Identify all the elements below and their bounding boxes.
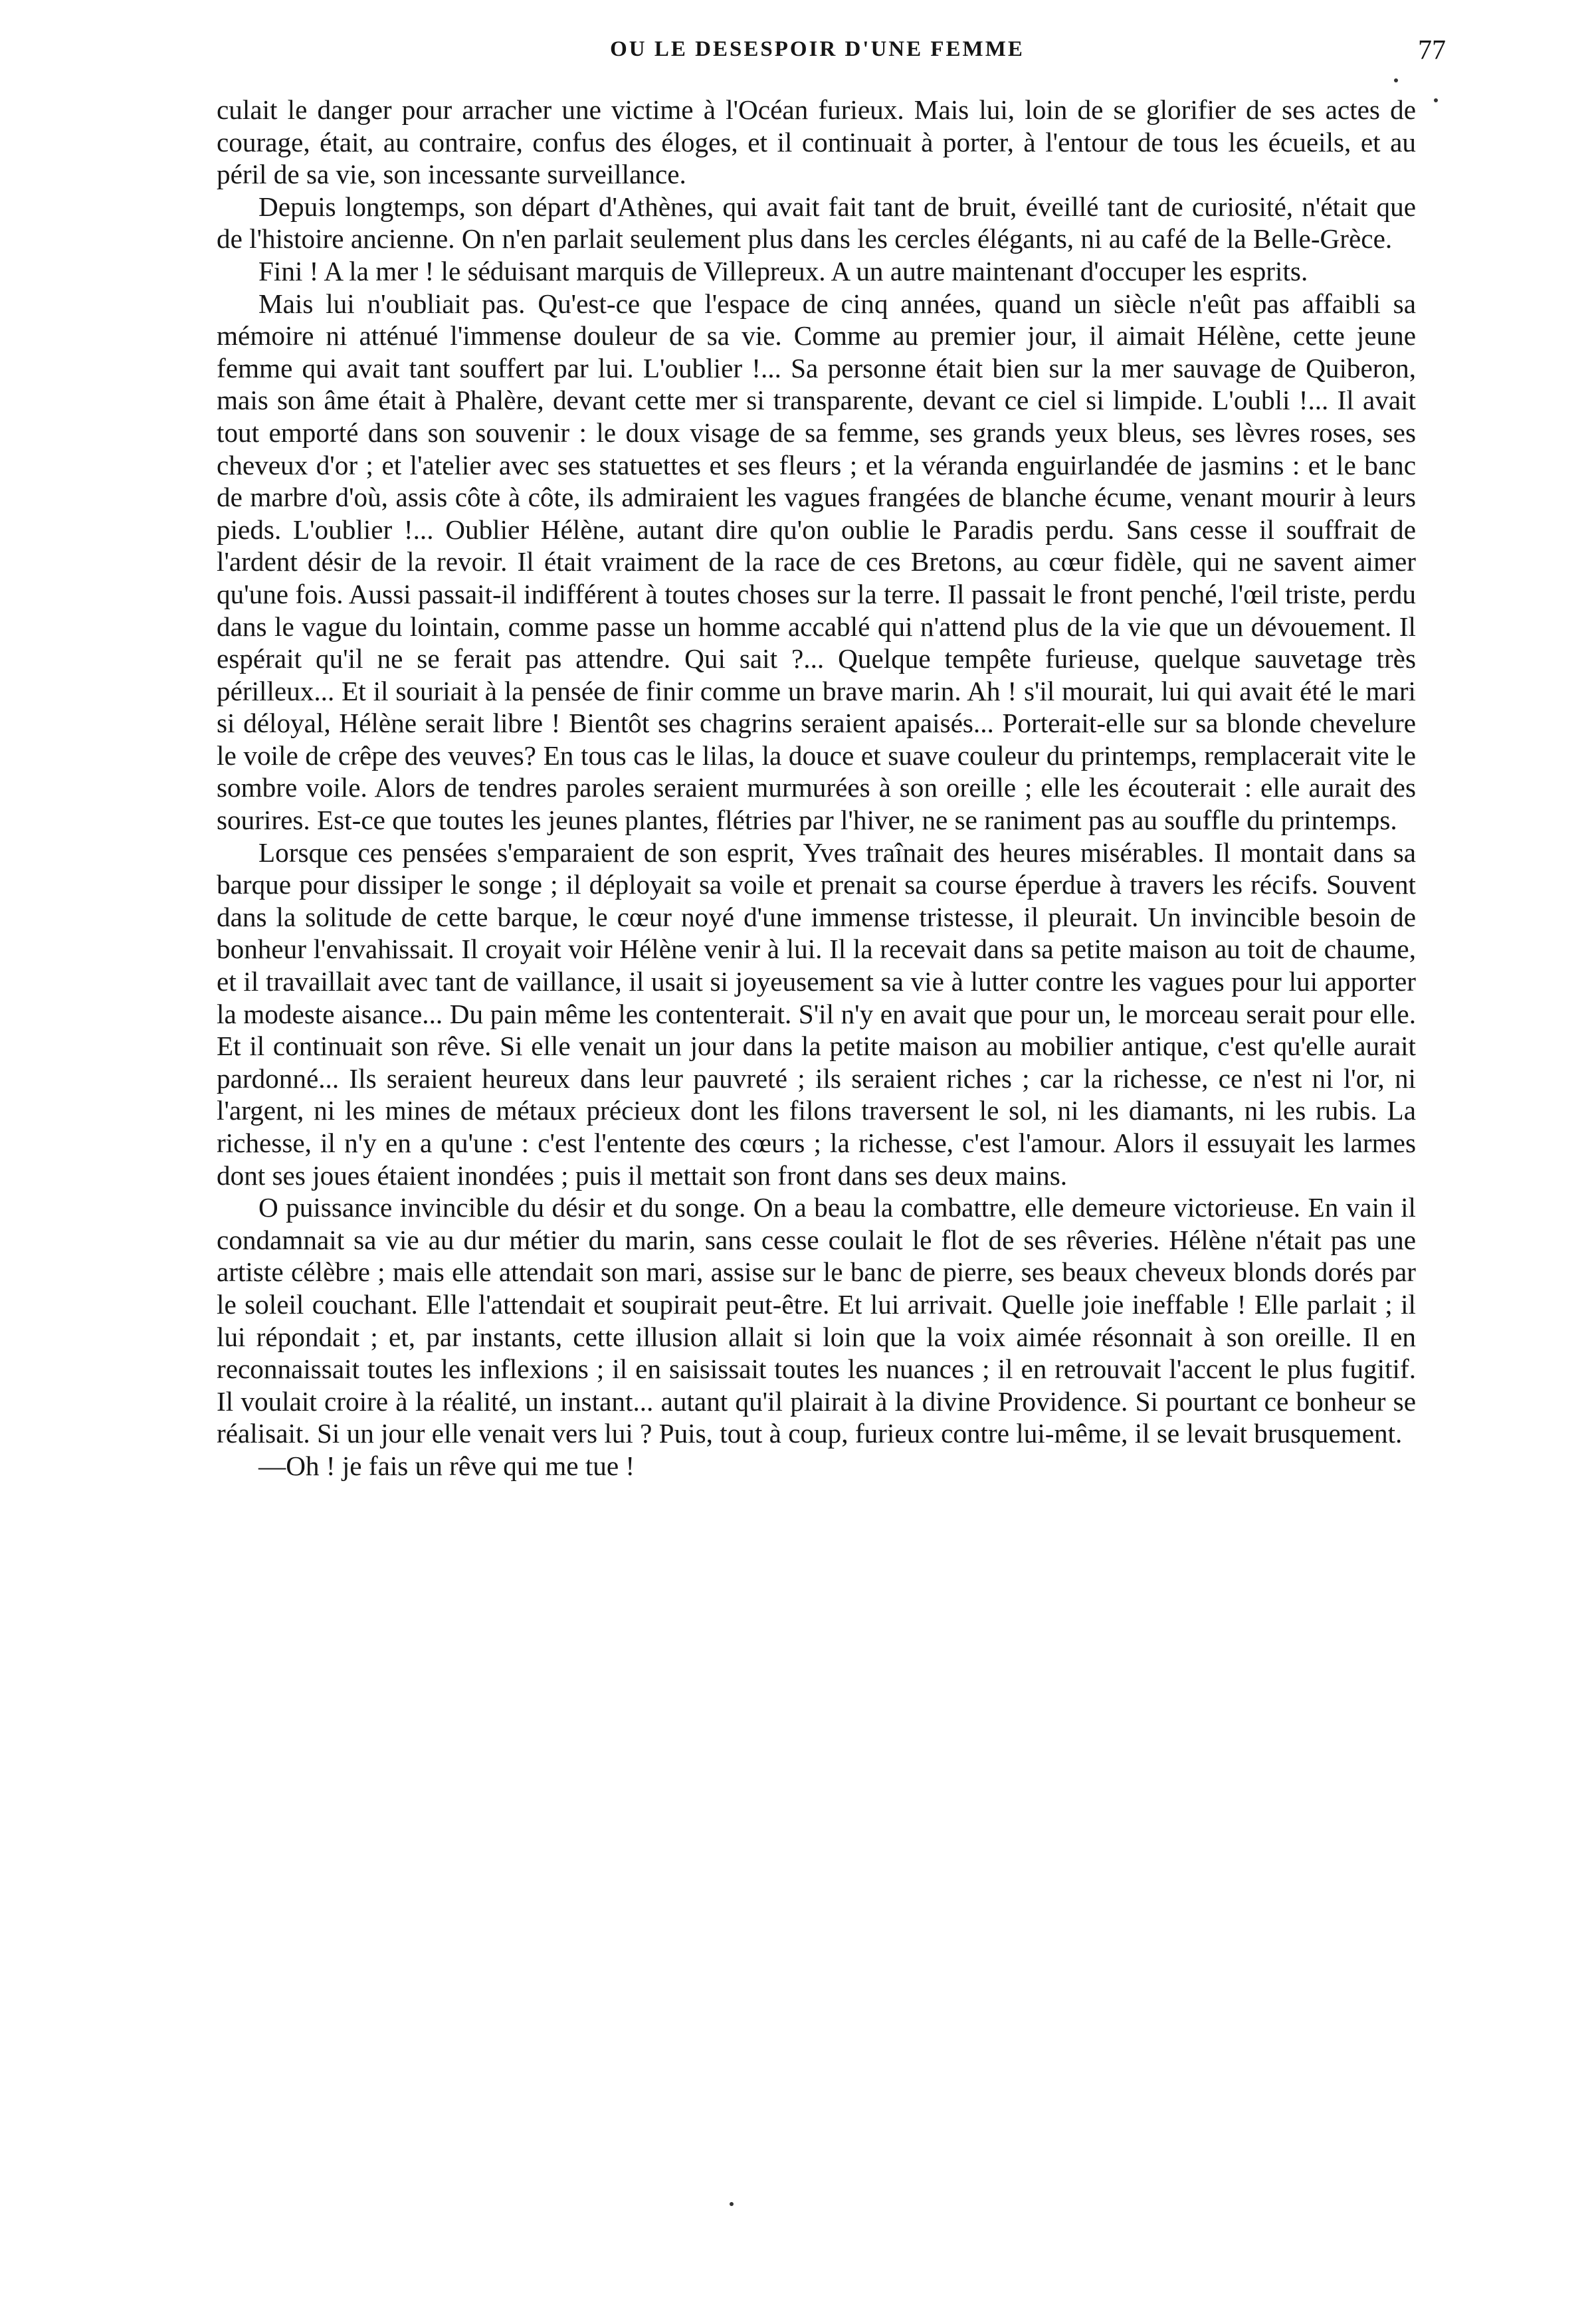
running-head (199, 35, 1446, 74)
print-speck (1394, 78, 1398, 82)
page-number: 77 (1418, 35, 1446, 66)
print-speck (1434, 98, 1438, 102)
paragraph: Fini ! A la mer ! le séduisant marquis de Villepreux. A un autre maintenant d'occuper les esprits. (258, 255, 1308, 286)
paragraph-continuation: culait le danger pour arracher une victime à l'Océan furieux. Mais lui, loin de se glorifier de ses actes de courage, était, au contraire, confus des éloges, et il continuait à porter, à l'entour de tous les écueils, et au péril de sa vie, son incessante surveillance. (217, 94, 1416, 190)
print-speck (730, 2202, 734, 2206)
paragraph: Depuis longtemps, son départ d'Athènes, qui avait fait tant de bruit, éveillé tant de curiosité, n'était que de l'histoire ancienne. On n'en parlait seulement plus dans les cercles élégants, ni au café de la Belle-Grèce. (217, 191, 1416, 254)
paragraph: Mais lui n'oubliait pas. Qu'est-ce que l'espace de cinq années, quand un siècle n'eût pas affaibli sa mémoire ni atténué l'immense douleur de sa vie. Comme au premier jour, il aimait Hélène, cette jeune femme qui avait tant souffert par lui. L'oublier !... Sa personne était bien sur la mer sauvage de Quiberon, mais son âme était à Phalère, devant cette mer si transparente, devant ce ciel si limpide. L'oubli !... Il avait tout emporté dans son souvenir : le doux visage de sa femme, ses grands yeux bleus, ses lèvres roses, ses cheveux d'or ; et l'atelier avec ses statuettes et ses fleurs ; et la véranda enguirlandée de jasmins : et le banc de marbre d'où, assis côte à côte, ils admiraient les vagues frangées de blanche écume, venant mourir à leurs pieds. L'oublier !... Oublier Hélène, autant dire qu'on oublie le Paradis perdu. Sans cesse il souffrait de l'ardent désir de la revoir. Il était vraiment de la race de ces Bretons, au cœur fidèle, qui ne savent aimer qu'une fois. Aussi passait-il indifférent à toutes choses sur la terre. Il passait le front penché, l'œil triste, perdu dans le vague du lointain, comme passe un homme accablé qui n'attend plus de la vie que un dévouement. Il espérait qu'il ne se ferait pas attendre. Qui sait ?... Quelque tempête furieuse, quelque sauvetage très périlleux... Et il souriait à la pensée de finir comme un brave marin. Ah ! s'il mourait, lui qui avait été le mari si déloyal, Hélène serait libre ! Bientôt ses chagrins seraient apaisés... Porterait-elle sur sa blonde chevelure le voile de crêpe des veuves? En tous cas le lilas, la douce et suave couleur du printemps, remplacerait vite le sombre voile. Alors de tendres paroles seraient murmurées à son oreille ; elle les écouterait : elle aurait des sourires. Est-ce que toutes les jeunes plantes, flétries par l'hiver, ne se raniment pas au souffle du printemps. (217, 288, 1416, 836)
paragraph: Lorsque ces pensées s'emparaient de son esprit, Yves traînait des heures misérables. Il montait dans sa barque pour dissiper le songe ; il déployait sa voile et prenait sa course éperdue à travers les récifs. Souvent dans la solitude de cette barque, le cœur noyé d'une immense tristesse, il pleurait. Un invincible besoin de bonheur l'envahissait. Il croyait voir Hélène venir à lui. Il la recevait dans sa petite maison au toit de chaume, et il travaillait avec tant de vaillance, il usait si joyeusement sa vie à lutter contre les vagues pour lui apporter la modeste aisance... Du pain même les contenterait. S'il n'y en avait que pour un, le morceau serait pour elle. Et il continuait son rêve. Si elle venait un jour dans la petite maison au mobilier antique, c'est qu'elle aurait pardonné... Ils seraient heureux dans leur pauvreté ; ils seraient riches ; car la richesse, ce n'est ni l'or, ni l'argent, ni les mines de métaux précieux dont les filons traversent le sol, ni les diamants, ni les rubis. La richesse, il n'y en a qu'une : c'est l'entente des cœurs ; la richesse, c'est l'amour. Alors il essuyait les larmes dont ses joues étaient inondées ; puis il mettait son front dans ses deux mains. (217, 837, 1416, 1191)
body-text (217, 94, 1416, 1482)
dialogue-line: —Oh ! je fais un rêve qui me tue ! (258, 1450, 635, 1481)
paragraph: O puissance invincible du désir et du songe. On a beau la combattre, elle demeure victorieuse. En vain il condamnait sa vie au dur métier du marin, sans cesse coulait le flot de ses rêveries. Hélène n'était pas une artiste célèbre ; mais elle attendait son mari, assise sur le banc de pierre, ses beaux cheveux blonds dorés par le soleil couchant. Elle l'attendait et soupirait peut-être. Et lui arrivait. Quelle joie ineffable ! Elle parlait ; il lui répondait ; et, par instants, cette illusion allait si loin que la voix aimée résonnait à son oreille. Il en reconnaissait toutes les inflexions ; il en saisissait toutes les nuances ; il en retrouvait l'accent le plus fugitif. Il voulait croire à la réalité, un instant... autant qu'il plairait à la divine Providence. Si pourtant ce bonheur se réalisait. Si un jour elle venait vers lui ? Puis, tout à coup, furieux contre lui-même, il se levait brusquement. (217, 1192, 1416, 1449)
running-title: OU LE DESESPOIR D'UNE FEMME (610, 37, 1025, 61)
